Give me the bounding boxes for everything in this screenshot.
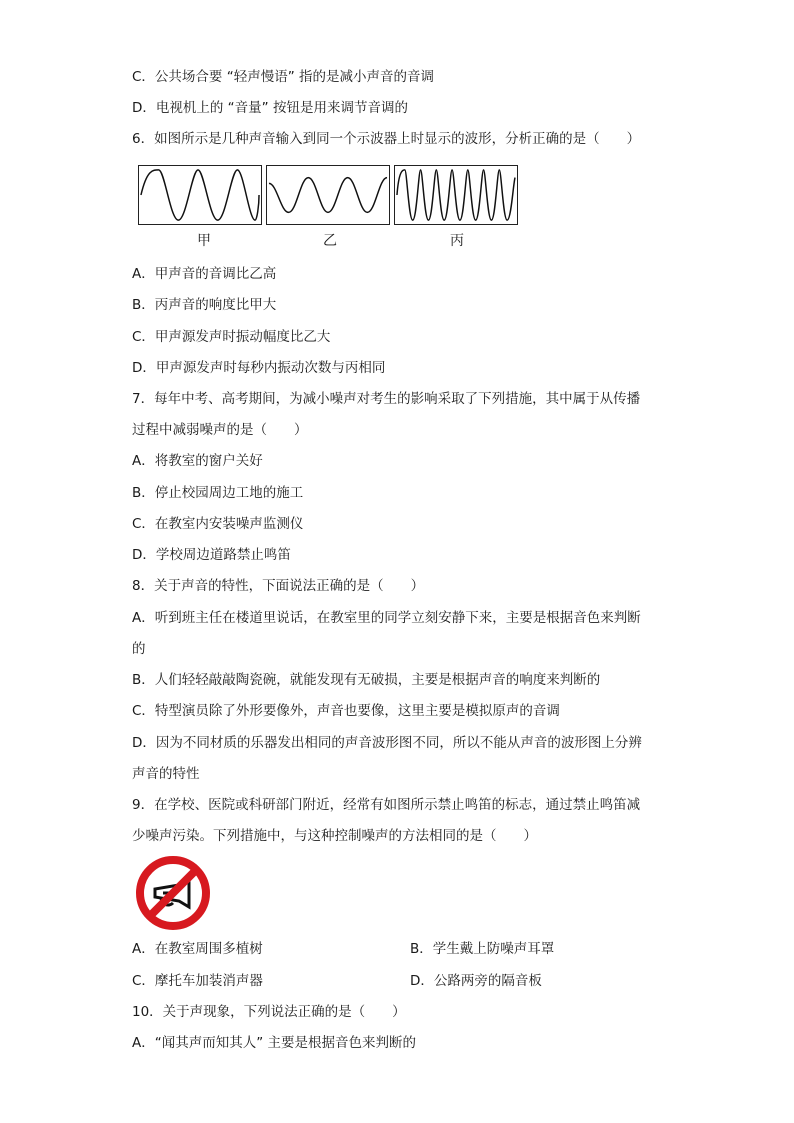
question-8-stem: 8．关于声音的特性，下面说法正确的是（ ）: [132, 578, 425, 594]
question-5-option-d: D．电视机上的 “音量” 按钮是用来调节音调的: [132, 100, 408, 116]
question-7-option-c: C．在教室内安装噪声监测仪: [132, 516, 304, 532]
question-7-option-a: A．将教室的窗户关好: [132, 453, 263, 469]
question-9-option-c: C．摩托车加装消声器: [132, 973, 263, 989]
waveform-jia: [138, 165, 262, 225]
question-5-option-c: C．公共场合要 “轻声慢语” 指的是减小声音的音调: [132, 69, 434, 85]
waveform-label-jia: 甲: [197, 233, 211, 249]
question-8-option-d-line-2: 声音的特性: [132, 766, 200, 782]
question-8-option-a-line-1: A．听到班主任在楼道里说话，在教室里的同学立刻安静下来，主要是根据音色来判断: [132, 610, 641, 626]
question-9-stem-line-2: 少噪声污染。下列措施中，与这种控制噪声的方法相同的是（ ）: [132, 828, 537, 844]
question-8-option-c: C．特型演员除了外形要像外，声音也要像，这里主要是模拟原声的音调: [132, 703, 560, 719]
question-6-option-c: C．甲声源发声时振动幅度比乙大: [132, 329, 331, 345]
question-7-stem-line-1: 7．每年中考、高考期间，为减小噪声对考生的影响采取了下列措施，其中属于从传播: [132, 391, 641, 407]
question-6-option-b: B．丙声音的响度比甲大: [132, 297, 277, 313]
waveform-bing: [394, 165, 518, 225]
question-7-option-b: B．停止校园周边工地的施工: [132, 485, 304, 501]
question-6-stem: 6．如图所示是几种声音输入到同一个示波器上时显示的波形，分析正确的是（ ）: [132, 131, 641, 147]
question-9-option-d: D．公路两旁的隔音板: [410, 973, 542, 989]
waveform-label-bing: 丙: [450, 233, 464, 249]
question-6-option-d: D．甲声源发声时每秒内振动次数与丙相同: [132, 360, 386, 376]
question-8-option-d-line-1: D．因为不同材质的乐器发出相同的声音波形图不同，所以不能从声音的波形图上分辨: [132, 735, 642, 751]
question-8-option-a-line-2: 的: [132, 641, 146, 657]
waveform-yi: [266, 165, 390, 225]
no-horn-icon: [135, 855, 211, 931]
question-7-option-d: D．学校周边道路禁止鸣笛: [132, 547, 291, 563]
question-8-option-b: B．人们轻轻敲敲陶瓷碗，就能发现有无破损，主要是根据声音的响度来判断的: [132, 672, 601, 688]
question-10-option-a: A．“闻其声而知其人” 主要是根据音色来判断的: [132, 1035, 417, 1051]
question-10-stem: 10．关于声现象，下列说法正确的是（ ）: [132, 1004, 406, 1020]
question-7-stem-line-2: 过程中减弱噪声的是（ ）: [132, 422, 308, 438]
question-9-option-a: A．在教室周围多植树: [132, 941, 263, 957]
question-9-option-b: B．学生戴上防噪声耳罩: [410, 941, 555, 957]
waveform-label-yi: 乙: [323, 233, 337, 249]
question-6-option-a: A．甲声音的音调比乙高: [132, 266, 277, 282]
question-9-stem-line-1: 9．在学校、医院或科研部门附近，经常有如图所示禁止鸣笛的标志，通过禁止鸣笛减: [132, 797, 641, 813]
